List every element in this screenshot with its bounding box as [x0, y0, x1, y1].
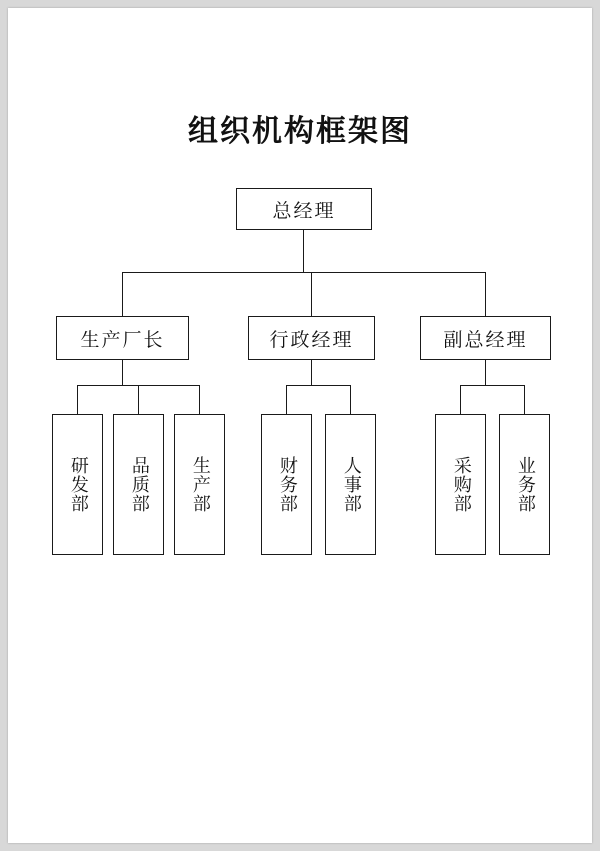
org-node-label: 财务部 [276, 456, 298, 513]
org-node-label: 研发部 [67, 456, 89, 513]
org-node-purchasing-dept[interactable] [435, 414, 486, 555]
connector-root-down [303, 230, 304, 272]
connector-branch2-drop-2 [350, 385, 351, 414]
org-node-quality-dept[interactable] [113, 414, 164, 555]
org-node-production-dept[interactable] [174, 414, 225, 555]
connector-branch2-down [311, 360, 312, 385]
connector-level2-bus [122, 272, 485, 273]
connector-branch1-drop-3 [199, 385, 200, 414]
connector-branch2-bus [286, 385, 350, 386]
connector-branch1-drop-2 [138, 385, 139, 414]
org-node-finance-dept[interactable] [261, 414, 312, 555]
org-node-rd-dept[interactable] [52, 414, 103, 555]
org-node-production-manager[interactable] [56, 316, 189, 360]
connector-branch3-down [485, 360, 486, 385]
connector-branch1-down [122, 360, 123, 385]
connector-branch3-drop-1 [460, 385, 461, 414]
org-node-label: 生产部 [189, 456, 211, 513]
org-node-sales-dept[interactable] [499, 414, 550, 555]
org-node-label: 行政经理 [269, 328, 354, 351]
connector-branch1-drop-1 [77, 385, 78, 414]
org-node-label: 总经理 [272, 199, 336, 222]
document-page [8, 8, 592, 843]
connector-branch3-drop-2 [524, 385, 525, 414]
page-title: 组织机构框架图 [188, 114, 412, 149]
org-node-label: 副总经理 [443, 328, 528, 351]
connector-branch2-drop-1 [286, 385, 287, 414]
connector-drop-level2-1 [122, 272, 123, 316]
org-node-admin-manager[interactable] [248, 316, 375, 360]
connector-branch3-bus [460, 385, 524, 386]
org-node-deputy-manager[interactable] [420, 316, 551, 360]
connector-drop-level2-3 [485, 272, 486, 316]
org-node-root[interactable] [236, 188, 372, 230]
org-node-label: 人事部 [340, 456, 362, 513]
connector-drop-level2-2 [311, 272, 312, 316]
org-node-hr-dept[interactable] [325, 414, 376, 555]
org-node-label: 采购部 [450, 456, 472, 513]
org-node-label: 品质部 [128, 456, 150, 513]
org-node-label: 生产厂长 [80, 328, 165, 351]
org-node-label: 业务部 [514, 456, 536, 513]
